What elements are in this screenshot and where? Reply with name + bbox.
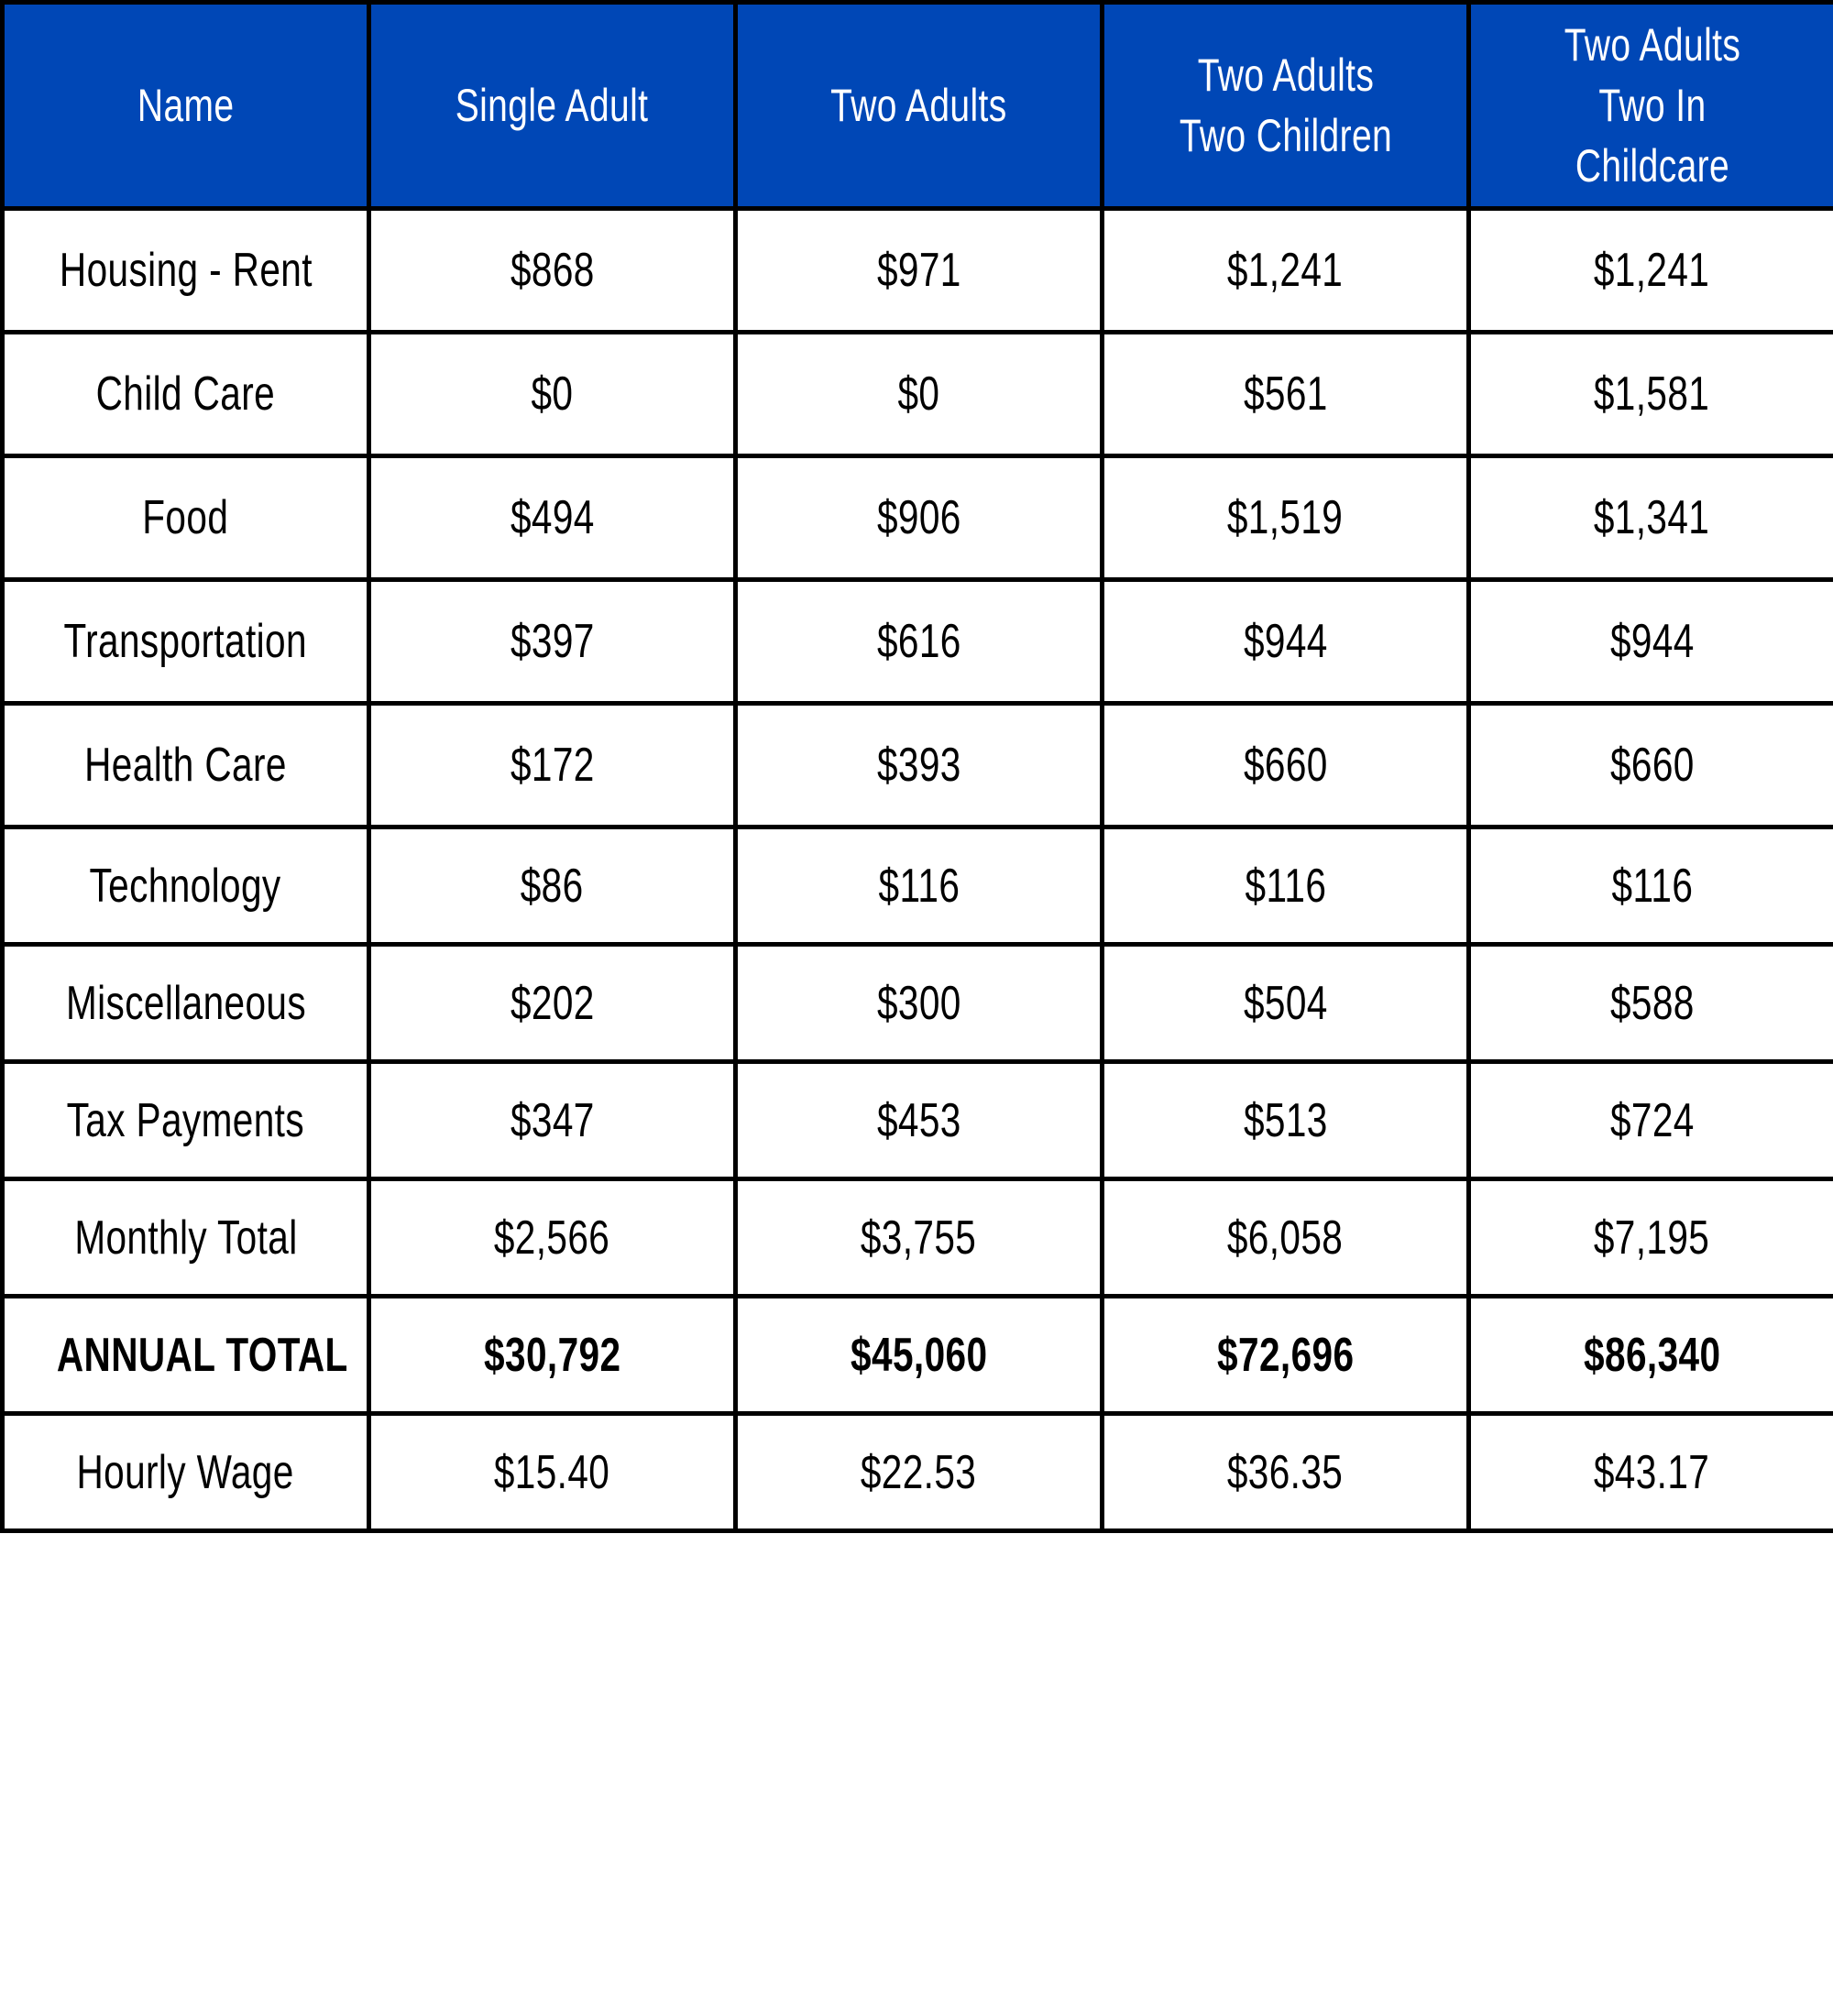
value-cell: $504 — [1103, 945, 1469, 1062]
table-row-health-care — [3, 704, 1833, 827]
value-cell: $906 — [736, 456, 1103, 580]
value-cell: $0 — [369, 333, 736, 456]
value-cell: $3,755 — [736, 1179, 1103, 1297]
value-cell: $397 — [369, 580, 736, 704]
value-cell: $0 — [736, 333, 1103, 456]
value-cell: $971 — [736, 209, 1103, 333]
row-label: Monthly Total — [3, 1179, 369, 1297]
row-label: Transportation — [3, 580, 369, 704]
value-cell: $36.35 — [1103, 1414, 1469, 1531]
value-cell: $116 — [736, 827, 1103, 945]
table-row-food — [3, 456, 1833, 580]
row-label: Housing - Rent — [3, 209, 369, 333]
row-label: Technology — [3, 827, 369, 945]
value-cell: $1,241 — [1103, 209, 1469, 333]
value-cell: $868 — [369, 209, 736, 333]
value-cell: $616 — [736, 580, 1103, 704]
row-label: Hourly Wage — [3, 1414, 369, 1531]
table-row-transportation — [3, 580, 1833, 704]
table-row-child-care — [3, 333, 1833, 456]
value-cell: $393 — [736, 704, 1103, 827]
value-cell: $1,241 — [1469, 209, 1833, 333]
row-label: Health Care — [3, 704, 369, 827]
value-cell: $513 — [1103, 1062, 1469, 1179]
value-cell: $944 — [1469, 580, 1833, 704]
value-cell: $172 — [369, 704, 736, 827]
header-two-adults: Two Adults — [736, 3, 1103, 209]
table-row-tax-payments — [3, 1062, 1833, 1179]
value-cell: $944 — [1103, 580, 1469, 704]
value-cell: $494 — [369, 456, 736, 580]
value-cell: $202 — [369, 945, 736, 1062]
row-label: Food — [3, 456, 369, 580]
value-cell: $300 — [736, 945, 1103, 1062]
value-cell: $116 — [1103, 827, 1469, 945]
value-cell: $347 — [369, 1062, 736, 1179]
row-label: ANNUAL TOTAL — [3, 1297, 369, 1414]
value-cell: $660 — [1103, 704, 1469, 827]
value-cell: $45,060 — [736, 1297, 1103, 1414]
header-name: Name — [3, 3, 369, 209]
table-row-miscellaneous — [3, 945, 1833, 1062]
table-row-hourly-wage — [3, 1414, 1833, 1531]
header-single-adult: Single Adult — [369, 3, 736, 209]
value-cell: $43.17 — [1469, 1414, 1833, 1531]
value-cell: $72,696 — [1103, 1297, 1469, 1414]
row-label: Miscellaneous — [3, 945, 369, 1062]
header-row — [3, 3, 1833, 209]
value-cell: $561 — [1103, 333, 1469, 456]
value-cell: $1,519 — [1103, 456, 1469, 580]
value-cell: $6,058 — [1103, 1179, 1469, 1297]
value-cell: $86,340 — [1469, 1297, 1833, 1414]
value-cell: $588 — [1469, 945, 1833, 1062]
value-cell: $7,195 — [1469, 1179, 1833, 1297]
value-cell: $724 — [1469, 1062, 1833, 1179]
value-cell: $660 — [1469, 704, 1833, 827]
value-cell: $1,581 — [1469, 333, 1833, 456]
table-row-annual-total — [3, 1297, 1833, 1414]
value-cell: $30,792 — [369, 1297, 736, 1414]
table-row-monthly-total — [3, 1179, 1833, 1297]
row-label: Child Care — [3, 333, 369, 456]
value-cell: $2,566 — [369, 1179, 736, 1297]
value-cell: $86 — [369, 827, 736, 945]
table-row-technology — [3, 827, 1833, 945]
value-cell: $1,341 — [1469, 456, 1833, 580]
header-two-adults-two-in-childcare: Two Adults Two In Childcare — [1469, 3, 1833, 209]
value-cell: $15.40 — [369, 1414, 736, 1531]
value-cell: $453 — [736, 1062, 1103, 1179]
row-label: Tax Payments — [3, 1062, 369, 1179]
table-row-housing-rent — [3, 209, 1833, 333]
value-cell: $116 — [1469, 827, 1833, 945]
header-two-adults-two-children: Two Adults Two Children — [1103, 3, 1469, 209]
value-cell: $22.53 — [736, 1414, 1103, 1531]
